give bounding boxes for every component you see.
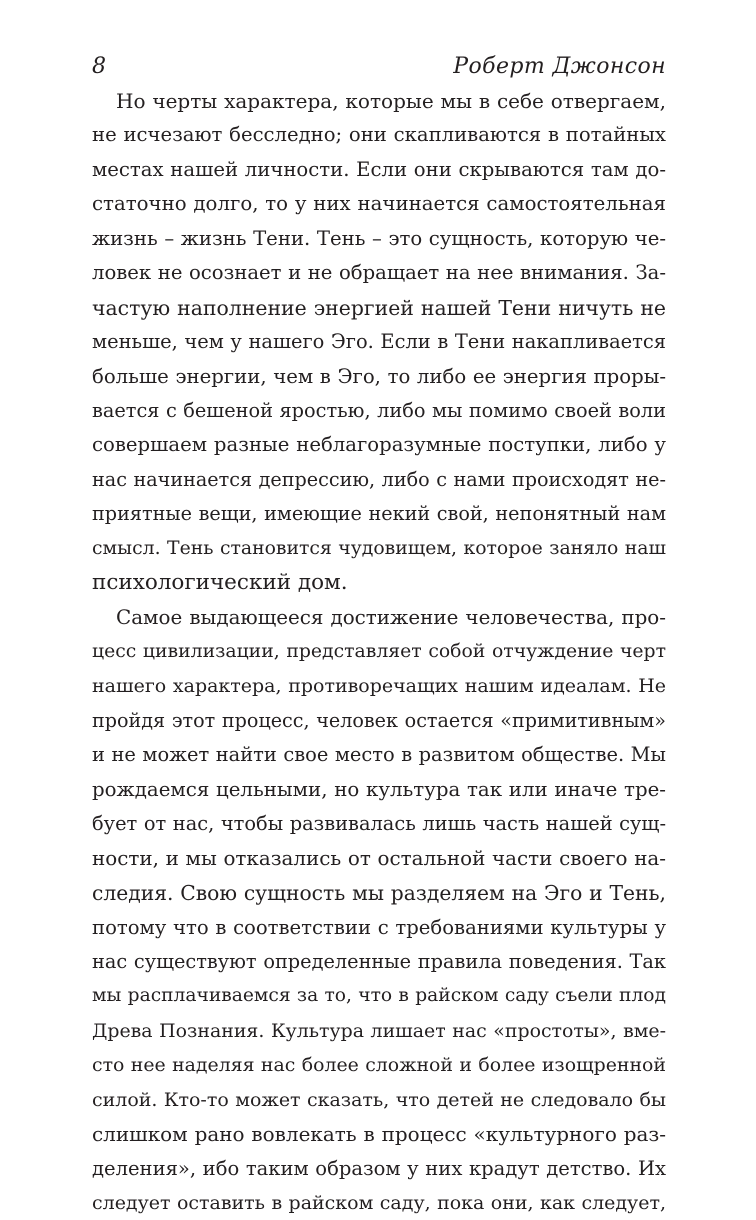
text-line: нас начинается депрессию, либо с нами происходят не- bbox=[92, 467, 666, 491]
text-line: ности, и мы отказались от остальной части своего на- bbox=[92, 846, 666, 870]
text-line: слишком рано вовлекать в процесс «культурного раз- bbox=[92, 1122, 666, 1147]
text-line: Древа Познания. Культура лишает нас «простоты», вме- bbox=[92, 1019, 666, 1042]
text-line: следует оставить в райском саду, пока они, как следует, bbox=[92, 1192, 666, 1214]
paragraph-2 bbox=[92, 601, 666, 1220]
text-line: бует от нас, чтобы развивалась лишь часть нашей сущ- bbox=[92, 812, 666, 836]
text-line: Самое выдающееся достижение человечества, про- bbox=[116, 605, 666, 629]
text-line: нас существуют определенные правила поведения. Так bbox=[92, 949, 666, 973]
text-line: Но черты характера, которые мы в себе отвергаем, bbox=[116, 89, 666, 113]
text-line: цесс цивилизации, представляет собой отчуждение черт bbox=[92, 641, 666, 662]
text-line: мы расплачиваемся за то, что в райском саду съели плод bbox=[92, 985, 666, 1007]
running-head bbox=[92, 50, 666, 84]
text-line: и не может найти свое место в развитом обществе. Мы bbox=[92, 743, 666, 767]
text-line: совершаем разные неблагоразумные поступки, либо у bbox=[92, 433, 666, 457]
text-line: местах нашей личности. Если они скрываются там до- bbox=[92, 157, 666, 181]
text-line: сто нее наделяя нас более сложной и более изощренной bbox=[92, 1054, 666, 1077]
text-line: следия. Свою сущность мы разделяем на Эго и Тень, bbox=[92, 881, 666, 906]
text-line: статочно долго, то у них начинается самостоятельная bbox=[92, 192, 666, 216]
text-line: жизнь – жизнь Тени. Тень – это сущность, которую че- bbox=[92, 226, 666, 250]
text-line: частую наполнение энергией нашей Тени ничуть не bbox=[92, 295, 666, 320]
text-line: потому что в соответствии с требованиями культуры у bbox=[92, 915, 666, 939]
text-line: ловек не осознает и не обращает на нее внимания. За- bbox=[92, 261, 666, 285]
text-line: нашего характера, противоречащих нашим идеалам. Не bbox=[92, 675, 666, 698]
text-line: пройдя этот процесс, человек остается «примитивным» bbox=[92, 708, 666, 732]
text-line: не исчезают бесследно; они скапливаются в потайных bbox=[92, 123, 666, 147]
text-line: рождаемся цельными, но культура так или иначе тре- bbox=[92, 777, 666, 801]
text-line: силой. Кто-то может сказать, что детей не следовало бы bbox=[92, 1088, 666, 1111]
page-number: 8 bbox=[92, 54, 106, 79]
text-line: смысл. Тень становится чудовищем, которое заняло наш bbox=[92, 537, 666, 559]
text-body bbox=[92, 84, 666, 1220]
text-line: деления», ибо таким образом у них крадут детство. Их bbox=[92, 1156, 666, 1180]
text-line: больше энергии, чем в Эго, то либо ее энергия проры- bbox=[92, 364, 666, 388]
text-line: приятные вещи, имеющие некий свой, непонятный нам bbox=[92, 502, 666, 526]
text-line: психологический дом. bbox=[92, 570, 348, 596]
text-line: меньше, чем у нашего Эго. Если в Тени накапливается bbox=[92, 330, 666, 354]
book-author: Роберт Джонсон bbox=[453, 54, 666, 79]
text-line: вается с бешеной яростью, либо мы помимо своей воли bbox=[92, 398, 666, 422]
paragraph-1 bbox=[92, 84, 666, 601]
